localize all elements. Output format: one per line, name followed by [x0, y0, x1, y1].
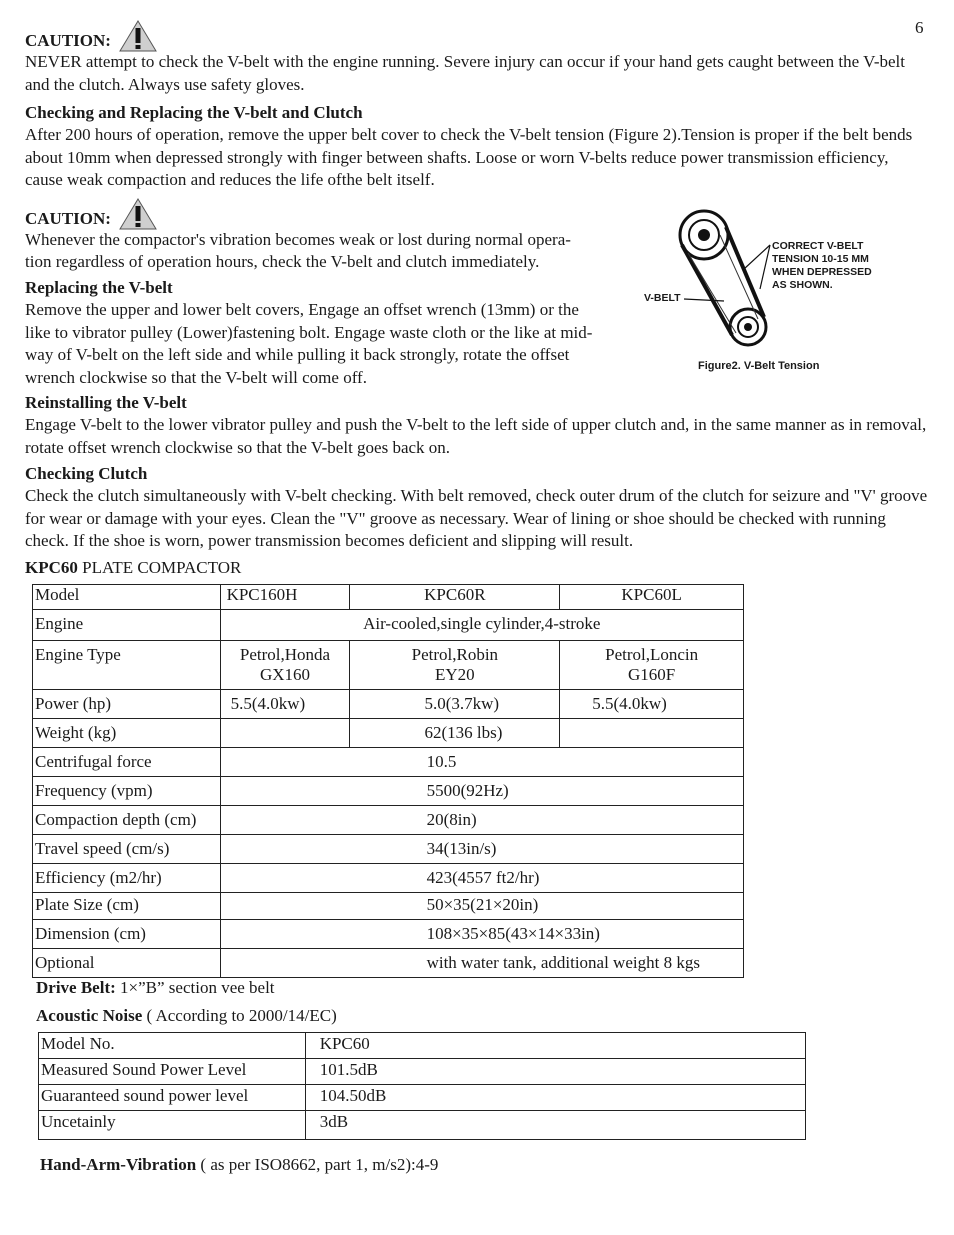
table-row — [33, 719, 744, 748]
table-cell: Air-cooled,single cylinder,4-stroke — [220, 610, 743, 641]
table-cell — [560, 641, 744, 690]
table-cell: Centrifugal force — [33, 748, 221, 777]
table-row — [33, 864, 744, 893]
table-cell: 3dB — [305, 1111, 805, 1140]
table-row — [33, 610, 744, 641]
figure-annotation-line: TENSION 10-15 MM — [772, 253, 869, 265]
table-cell: 101.5dB — [305, 1059, 805, 1085]
table-cell: KPC60 — [305, 1033, 805, 1059]
figure-annotation — [772, 240, 872, 292]
table-row — [33, 777, 744, 806]
table-row — [39, 1059, 806, 1085]
acoustic-noise-value: ( According to 2000/14/EC) — [142, 1006, 337, 1025]
table-cell: KPC160H — [220, 585, 350, 610]
table-cell: 34(13in/s) — [220, 835, 743, 864]
replacing-line: way of V-belt on the left side and while pulling it back strongly, rotate the offset — [25, 345, 570, 364]
cell-line: G160F — [628, 665, 676, 684]
spec-table-title — [25, 558, 241, 578]
hav-value: ( as per ISO8662, part 1, m/s2):4-9 — [196, 1155, 439, 1174]
table-row — [39, 1085, 806, 1111]
caution-label: CAUTION: — [25, 31, 111, 50]
replacing-line: like to vibrator pulley (Lower)fastening bolt. Engage waste cloth or the like at mid- — [25, 323, 593, 342]
table-cell-empty — [560, 719, 744, 748]
figure-v-belt-tension — [640, 205, 895, 380]
table-row — [33, 893, 744, 920]
drive-belt-label: Drive Belt: — [36, 978, 116, 997]
caution-label: CAUTION: — [25, 209, 111, 228]
caution-text-2-line-2: tion regardless of operation hours, check the V-belt and clutch immediately. — [25, 252, 540, 271]
table-cell: Guaranteed sound power level — [39, 1085, 306, 1111]
table-cell: Engine — [33, 610, 221, 641]
cell-line: EY20 — [435, 665, 475, 684]
caution-text-1: NEVER attempt to check the V-belt with the engine running. Severe injury can occur if your hand gets caught between the V-belt and the clutch. Always use safety gloves. — [25, 52, 905, 94]
cell-line: Petrol,Loncin — [605, 645, 699, 664]
table-row — [33, 585, 744, 610]
table-row — [33, 806, 744, 835]
drive-belt-line — [36, 978, 275, 998]
table-cell: with water tank, additional weight 8 kgs — [220, 949, 743, 978]
table-cell: 423(4557 ft2/hr) — [220, 864, 743, 893]
spec-title-rest: PLATE COMPACTOR — [77, 558, 242, 577]
checking-clutch-text: Check the clutch simultaneously with V-belt checking. With belt removed, check outer drum of the clutch for seizure and "V' groove for wear or damage with your eyes. Clean the "V" groove as necessary. Wear of lining or shoe should be checked with running check. If the shoe is worn, power transmission becomes deficient and slipping will result. — [25, 486, 928, 550]
table-row — [33, 920, 744, 949]
table-cell: Engine Type — [33, 641, 221, 690]
section-text-v-belt-clutch: After 200 hours of operation, remove the upper belt cover to check the V-belt tension (Figure 2).Tension is proper if the belt bends about 10mm when depressed strongly with finger between shafts. Loose or worn V-belts reduce power transmission efficiency, cause weak compaction and reduces the life ofthe belt itself. — [25, 125, 913, 189]
table-cell: 20(8in) — [220, 806, 743, 835]
table-row — [33, 949, 744, 978]
table-cell: Measured Sound Power Level — [39, 1059, 306, 1085]
replacing-heading: Replacing the V-belt — [25, 278, 173, 297]
table-cell: Power (hp) — [33, 690, 221, 719]
cell-line: Petrol,Robin — [411, 645, 499, 664]
table-cell: 10.5 — [220, 748, 743, 777]
reinstalling-text: Engage V-belt to the lower vibrator pulley and push the V-belt to the left side of upper clutch and, in the same manner as in removal, rotate offset wrench clockwise so that the V-belt goes back on. — [25, 415, 927, 457]
table-cell: Travel speed (cm/s) — [33, 835, 221, 864]
table-cell-empty — [220, 719, 350, 748]
noise-table — [38, 1032, 806, 1140]
table-row — [33, 835, 744, 864]
spec-table — [32, 584, 744, 978]
table-cell: 5.5(4.0kw) — [220, 690, 350, 719]
table-cell: Efficiency (m2/hr) — [33, 864, 221, 893]
table-row — [39, 1111, 806, 1140]
acoustic-noise-line — [36, 1006, 337, 1026]
table-cell: Model — [33, 585, 221, 610]
table-row — [33, 690, 744, 719]
cell-line: Petrol,Honda — [239, 645, 331, 664]
replacing-line: wrench clockwise so that the V-belt will come off. — [25, 368, 367, 387]
figure-annotation-line: AS SHOWN. — [772, 279, 833, 291]
table-row — [39, 1033, 806, 1059]
caution-text-2-line-1: Whenever the compactor's vibration becomes weak or lost during normal opera- — [25, 230, 571, 249]
table-row — [33, 748, 744, 777]
reinstalling-heading: Reinstalling the V-belt — [25, 393, 187, 412]
checking-clutch-heading: Checking Clutch — [25, 464, 148, 483]
table-cell: Weight (kg) — [33, 719, 221, 748]
table-cell: 5500(92Hz) — [220, 777, 743, 806]
acoustic-noise-label: Acoustic Noise — [36, 1006, 143, 1025]
figure-annotation-line: CORRECT V-BELT — [772, 240, 864, 252]
table-cell: 104.50dB — [305, 1085, 805, 1111]
hav-label: Hand-Arm-Vibration — [40, 1155, 197, 1174]
hand-arm-vibration-line — [40, 1155, 438, 1175]
cell-line: GX160 — [259, 665, 311, 684]
replacing-line: Remove the upper and lower belt covers, Engage an offset wrench (13mm) or the — [25, 300, 579, 319]
table-cell: 108×35×85(43×14×33in) — [220, 920, 743, 949]
spec-title-model: KPC60 — [25, 558, 78, 577]
figure-annotation-line: WHEN DEPRESSED — [772, 266, 872, 278]
table-cell: 5.5(4.0kw) — [560, 690, 744, 719]
table-row — [33, 641, 744, 690]
table-cell: Dimension (cm) — [33, 920, 221, 949]
table-cell: 62(136 lbs) — [350, 719, 560, 748]
table-cell: Frequency (vpm) — [33, 777, 221, 806]
table-cell: Compaction depth (cm) — [33, 806, 221, 835]
table-cell: Optional — [33, 949, 221, 978]
page-number: 6 — [915, 18, 924, 37]
table-cell — [350, 641, 560, 690]
table-cell: Plate Size (cm) — [33, 893, 221, 920]
table-cell: KPC60L — [560, 585, 744, 610]
table-cell: 50×35(21×20in) — [220, 893, 743, 920]
figure-label-v-belt: V-BELT — [644, 292, 681, 304]
table-cell: 5.0(3.7kw) — [350, 690, 560, 719]
figure-caption: Figure2. V-Belt Tension — [698, 360, 820, 372]
table-cell: Model No. — [39, 1033, 306, 1059]
table-cell — [220, 641, 350, 690]
section-heading-v-belt-clutch: Checking and Replacing the V-belt and Clutch — [25, 103, 363, 122]
table-cell: Uncetainly — [39, 1111, 306, 1140]
table-cell: KPC60R — [350, 585, 560, 610]
drive-belt-value: 1×”B” section vee belt — [115, 978, 275, 997]
